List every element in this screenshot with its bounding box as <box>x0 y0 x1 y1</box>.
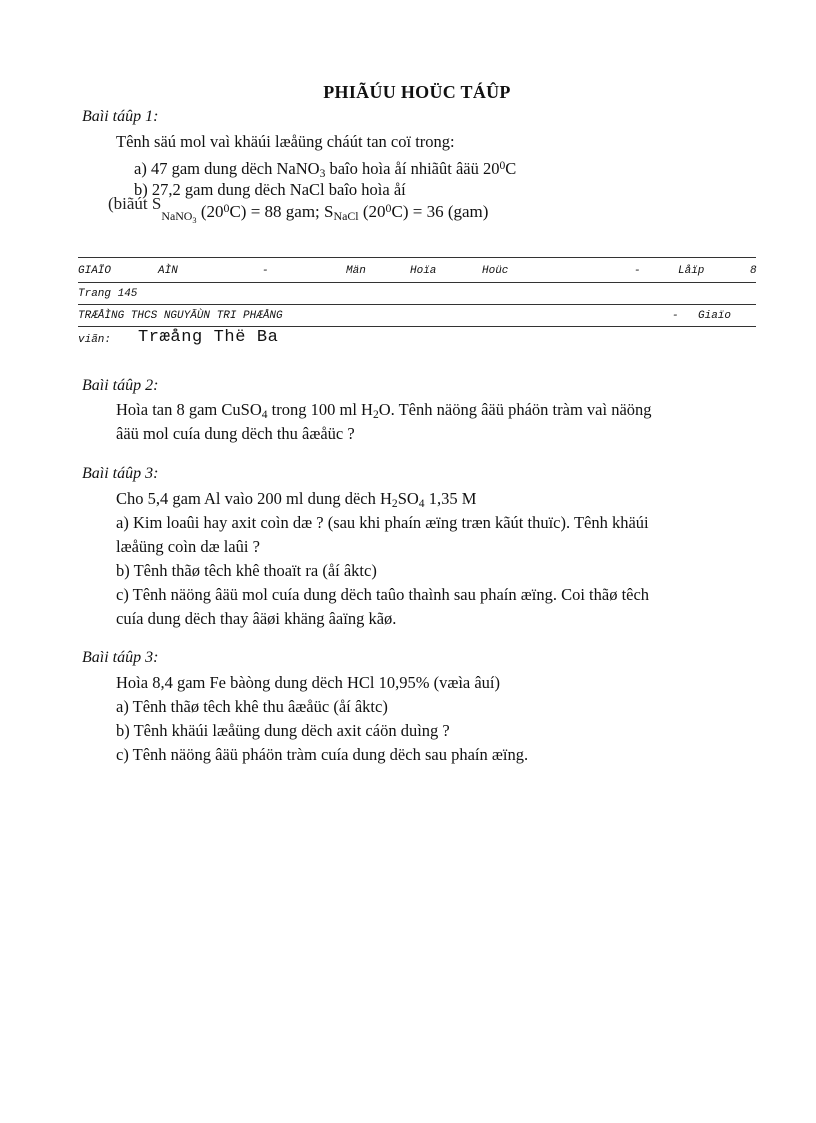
footer-rule-4 <box>78 326 756 327</box>
exercise-1-part-b: b) 27,2 gam dung dëch NaCl baîo hoìa åí <box>134 180 406 199</box>
footer-rule-3 <box>78 304 756 305</box>
exercise-3-line-2: a) Kim loaûi hay axit coìn dæ ? (sau khi phaín æïng træn kãút thuïc). Tênh khäúi <box>116 513 649 532</box>
footer-rule-2 <box>78 282 756 283</box>
exercise-3-line-3: læåüng coìn dæ laûi ? <box>116 537 260 556</box>
footer-text: - <box>634 265 641 277</box>
exercise-2-heading: Baìi táûp 2: <box>82 377 159 394</box>
footer-rule-top <box>78 257 756 258</box>
exercise-3-line-4: b) Tênh thãø têch khê thoaït ra (åí âktc) <box>116 561 377 580</box>
footer-text: Hoïa <box>410 265 437 277</box>
exercise-3-line-5: c) Tênh näöng âäü mol cuía dung dëch taûo thaình sau phaín æïng. Coi thãø têch <box>116 585 650 604</box>
exercise-1-part-a: a) 47 gam dung dëch NaNO$_3$ baîo hoìa åí nhiãût âäü $20^0C$ <box>134 159 517 180</box>
footer-text: AÌN <box>158 265 178 277</box>
exercise-2-line-2: âäü mol cuía dung dëch thu âæåüc ? <box>116 424 355 443</box>
exercise-2-line-1: Hoìa tan 8 gam CuSO$_4$ trong 100 ml $H_2O$. Tênh näöng âäü pháön tràm vaì näöng <box>116 400 652 421</box>
exercise-4-line-4: c) Tênh näöng âäü pháön tràm cuía dung dëch sau phaín æïng. <box>116 745 529 764</box>
footer-teacher-name: Træång Thë Ba <box>138 328 279 347</box>
given-prefix: (biãút S <box>108 194 162 213</box>
footer-text: Låïp <box>678 265 705 277</box>
exercise-3-line-1: Cho 5,4 gam Al vaìo 200 ml dung dëch $H_2SO_4$ 1,35 M <box>116 489 477 510</box>
exercise-1-intro: Tênh säú mol vaì khäúi læåüng cháút tan coï trong: <box>116 132 455 151</box>
exercise-4-line-2: a) Tênh thãø têch khê thu âæåüc (åí âktc) <box>116 697 388 716</box>
footer-role-cont: viãn: <box>78 334 112 346</box>
footer-text: 8 <box>750 265 757 277</box>
exercise-1-given: (biãút $S_{NaNO_3}$ $(20^0C) = 88$ gam; $S_{NaCl}$ $(20^0C) = 36$ (gam) <box>108 194 489 225</box>
page-title: PHIÃÚU HOÜC TÁÛP <box>323 82 511 102</box>
footer-text: - <box>672 310 679 322</box>
footer-text: Män <box>346 265 366 277</box>
exercise-4-heading: Baìi táûp 3: <box>82 649 159 666</box>
exercise-4-line-3: b) Tênh khäúi læåüng dung dëch axit cáön duìng ? <box>116 721 450 740</box>
footer-text: - <box>262 265 269 277</box>
exercise-3-heading: Baìi táûp 3: <box>82 465 159 482</box>
exercise-1-heading: Baìi táûp 1: <box>82 108 159 125</box>
footer-school: TRÆÅÌNG THCS NGUYÃÙN TRI PHÆÅNG <box>78 310 283 322</box>
footer-role: Giaïo <box>698 310 732 322</box>
exercise-3-line-6: cuía dung dëch thay âäøi khäng âaïng kãø. <box>116 609 397 628</box>
exercise-4-line-1: Hoìa 8,4 gam Fe bàòng dung dëch HCl 10,95% (væìa âuí) <box>116 673 501 692</box>
footer-text: GIAÏO <box>78 265 112 277</box>
footer-page-number: Trang 145 <box>78 288 138 300</box>
footer-text: Hoüc <box>482 265 509 277</box>
